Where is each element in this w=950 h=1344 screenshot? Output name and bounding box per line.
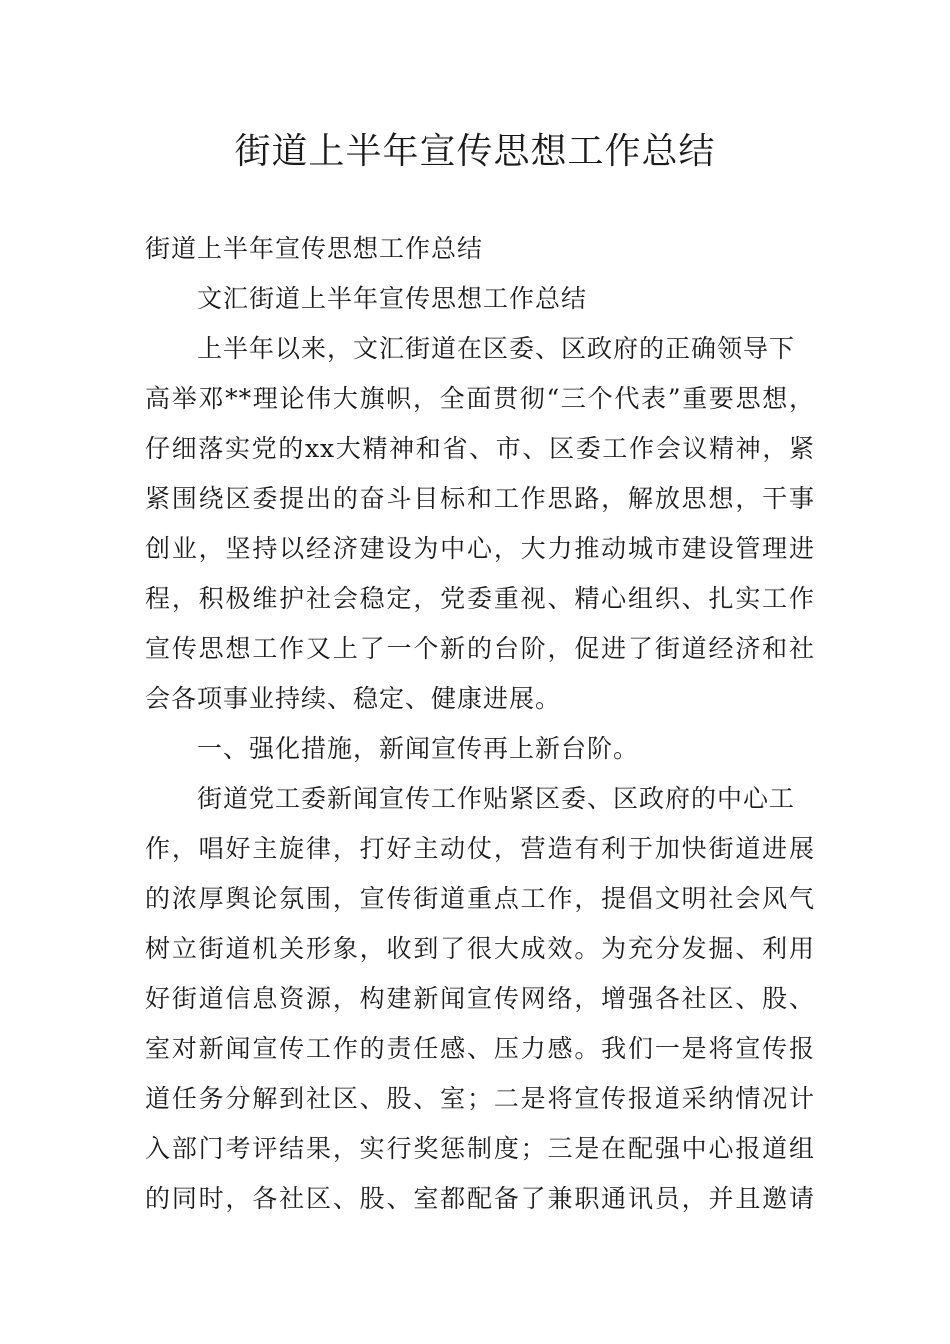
paragraph-line: 会各项事业持续、稳定、健康进展。 [145, 684, 562, 713]
paragraph-line: 程，积极维护社会稳定，党委重视、精心组织、扎实工作 [145, 584, 815, 613]
paragraph-line: 入部门考评结果，实行奖惩制度；三是在配强中心报道组 [145, 1134, 815, 1163]
paragraph-line: 作，唱好主旋律，打好主动仗，营造有利于加快街道进展 [145, 834, 815, 863]
paragraph-line: 仔细落实党的xx大精神和省、市、区委工作会议精神，紧 [145, 434, 815, 463]
document-body [145, 224, 815, 1224]
paragraph-line: 的同时，各社区、股、室都配备了兼职通讯员，并且邀请 [145, 1184, 815, 1213]
section-heading: 一、强化措施，新闻宣传再上新台阶。 [197, 734, 640, 763]
document-title: 街道上半年宣传思想工作总结 [234, 131, 716, 172]
paragraph-line: 好街道信息资源，构建新闻宣传网络，增强各社区、股、 [145, 984, 815, 1013]
paragraph-line: 街道党工委新闻宣传工作贴紧区委、区政府的中心工 [197, 784, 796, 813]
paragraph-line: 上半年以来，文汇街道在区委、区政府的正确领导下 [197, 334, 796, 363]
subtitle-line: 街道上半年宣传思想工作总结 [145, 234, 484, 263]
paragraph-line: 创业，坚持以经济建设为中心，大力推动城市建设管理进 [145, 534, 815, 563]
paragraph-line: 道任务分解到社区、股、室；二是将宣传报道采纳情况计 [145, 1084, 815, 1113]
paragraph-line: 树立街道机关形象，收到了很大成效。为充分发掘、利用 [145, 934, 815, 963]
heading-line: 文汇街道上半年宣传思想工作总结 [197, 284, 588, 313]
paragraph-line: 室对新闻宣传工作的责任感、压力感。我们一是将宣传报 [145, 1034, 815, 1063]
paragraph-line: 宣传思想工作又上了一个新的台阶，促进了街道经济和社 [145, 634, 815, 663]
paragraph-line: 的浓厚舆论氛围，宣传街道重点工作，提倡文明社会风气 [145, 884, 815, 913]
paragraph-line: 紧围绕区委提出的奋斗目标和工作思路，解放思想，干事 [145, 484, 815, 513]
paragraph-line: 高举邓**理论伟大旗帜，全面贯彻“三个代表”重要思想， [145, 384, 815, 413]
